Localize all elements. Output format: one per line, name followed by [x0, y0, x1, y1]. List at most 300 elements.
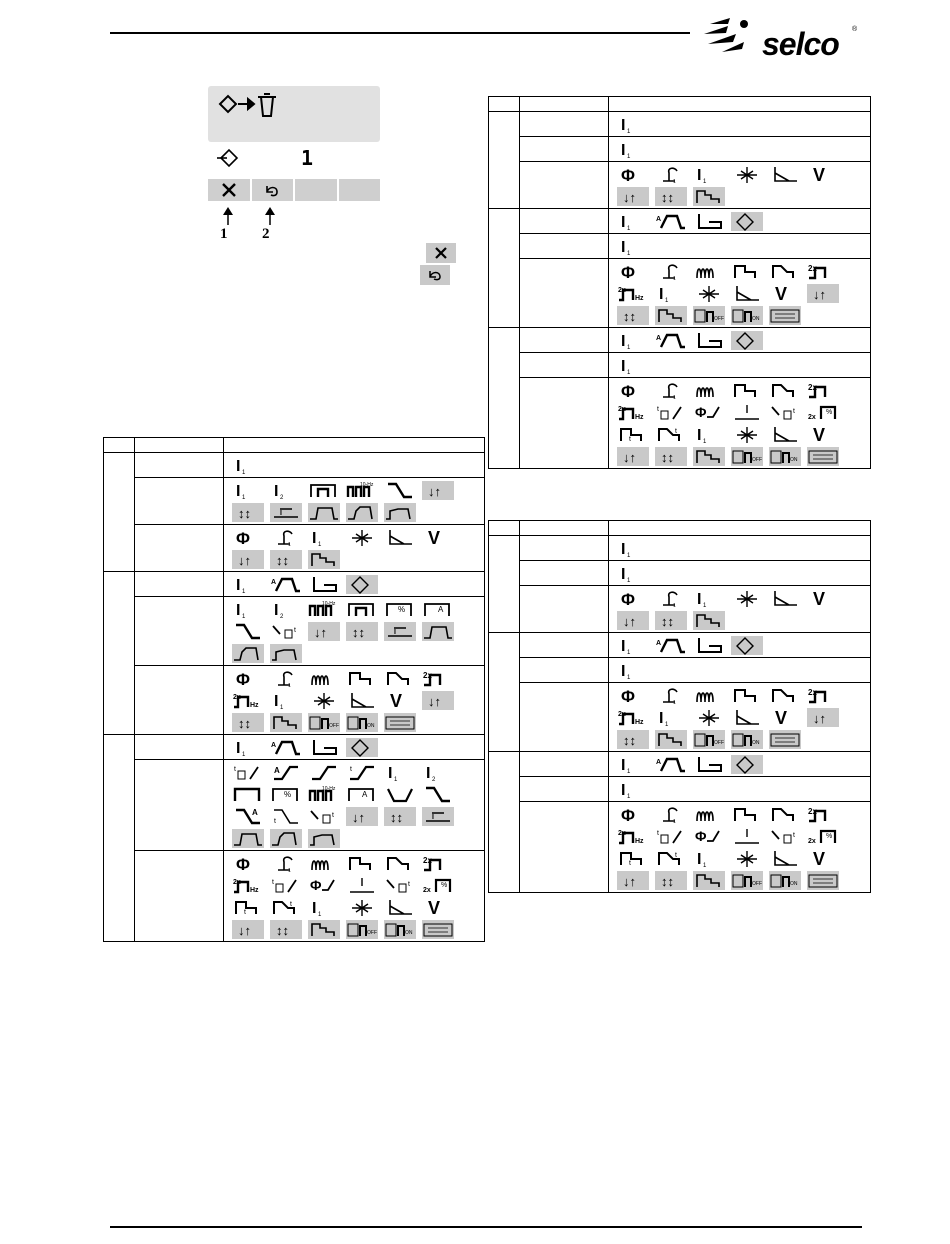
st-t-icon — [270, 897, 308, 917]
man-down-icon — [769, 826, 807, 846]
icon-glyph-text: I — [426, 764, 431, 782]
table-row — [489, 561, 871, 586]
program-number: 1 — [301, 146, 314, 170]
I1-icon — [308, 527, 346, 547]
icon-cell — [609, 683, 871, 752]
mem-on-icon — [346, 712, 384, 732]
icon-glyph-text: ↓↑ — [813, 710, 826, 726]
torch-icon — [655, 588, 693, 608]
icon-cell — [609, 259, 871, 328]
icon-glyph-text: 2x — [423, 855, 432, 865]
registered-mark: ® — [852, 26, 858, 33]
icon-glyph-text: 2 — [432, 776, 436, 782]
I1-icon — [617, 330, 655, 350]
parameter-label-cell — [520, 112, 609, 137]
phi-icon — [232, 668, 270, 688]
kbd-icon — [422, 919, 460, 939]
sq-b-icon — [232, 784, 270, 804]
icon-cell — [609, 234, 871, 259]
2x-hz-icon — [232, 690, 270, 710]
icon-glyph-text: V — [428, 897, 441, 917]
ud-icon — [422, 480, 460, 500]
icon-glyph-text: ↕↕ — [623, 732, 636, 748]
tag-icon — [731, 754, 769, 774]
softkey-4[interactable] — [339, 179, 381, 201]
icon-glyph-text: 1 — [288, 682, 291, 688]
2x-sq-icon — [807, 261, 845, 281]
icon-glyph-text: 1 — [673, 275, 676, 281]
icon-glyph-text: 1 — [665, 297, 669, 303]
icon-glyph-text: ↕↕ — [661, 189, 674, 205]
V-icon — [384, 690, 422, 710]
icon-glyph-text: 1 — [318, 541, 322, 547]
icon-glyph-text: 1 — [627, 552, 631, 558]
torch-icon — [270, 853, 308, 873]
pulse-icon — [308, 480, 346, 500]
icon-glyph-text: 1 — [673, 818, 676, 824]
icon-glyph-text: 1 — [242, 494, 246, 500]
footer-rule — [110, 1226, 862, 1228]
parameter-table-right-top — [488, 96, 871, 469]
parameter-label-cell — [520, 658, 609, 683]
icon-glyph-text: 1 — [673, 602, 676, 608]
cross-icon — [731, 588, 769, 608]
icon-glyph-text: t — [290, 900, 292, 908]
icon-glyph-text: V — [813, 588, 826, 608]
icon-glyph-text: A — [656, 639, 662, 647]
icon-cell — [609, 633, 871, 658]
icon-glyph-text: V — [813, 164, 826, 184]
icon-glyph-text: t — [244, 908, 246, 916]
callout-label-1: 1 — [220, 226, 228, 242]
step-icon — [731, 804, 769, 824]
icon-glyph-text: ↓↑ — [623, 873, 636, 889]
cross-icon — [731, 848, 769, 868]
parameter-label-cell — [520, 586, 609, 633]
icon-glyph-text: Hz — [635, 837, 644, 845]
icon-glyph-text: t — [272, 878, 274, 886]
group-cell — [489, 209, 520, 328]
parameter-label-cell — [520, 633, 609, 658]
curve-icon — [769, 164, 807, 184]
icon-glyph-text: 2x — [423, 886, 431, 894]
m-wave-icon — [693, 380, 731, 400]
m-wave-icon — [693, 804, 731, 824]
I1-icon — [384, 762, 422, 782]
slope-icon — [270, 806, 308, 826]
V-icon — [807, 848, 845, 868]
icon-glyph-text: ↕↕ — [661, 613, 674, 629]
icon-glyph-text: Φ — [310, 876, 322, 893]
icon-glyph-text: I — [621, 213, 626, 231]
I1-icon — [617, 538, 655, 558]
rise-icon — [232, 828, 270, 848]
2x-sq-icon — [807, 804, 845, 824]
icon-glyph-text: Φ — [621, 805, 635, 824]
cross-icon — [308, 690, 346, 710]
torch-icon — [655, 804, 693, 824]
parameter-label-cell — [135, 453, 224, 478]
parameter-label-cell — [135, 572, 224, 597]
icon-glyph-text: OFF — [367, 929, 377, 936]
icon-glyph-text: t — [629, 859, 631, 867]
icon-glyph-text: Φ — [621, 165, 635, 184]
steps-icon — [308, 549, 346, 569]
steps-icon — [308, 919, 346, 939]
I1-icon — [693, 164, 731, 184]
curve-icon — [769, 588, 807, 608]
2x-hz-icon — [617, 283, 655, 303]
legend-undo-key — [420, 265, 450, 285]
sq-icon — [308, 574, 346, 594]
icon-glyph-text: 1 — [288, 867, 291, 873]
group-cell — [489, 328, 520, 469]
kbd-icon — [807, 446, 845, 466]
A-pulse-icon — [270, 737, 308, 757]
icon-glyph-text: 1 — [703, 602, 707, 608]
icon-glyph-text: t — [350, 765, 352, 773]
pulse-A-icon — [422, 599, 460, 619]
m-wave-icon — [308, 853, 346, 873]
V-icon — [422, 527, 460, 547]
parameter-label-cell — [520, 209, 609, 234]
icon-glyph-text: 1 — [703, 862, 707, 868]
I1-icon — [655, 283, 693, 303]
torch-icon — [655, 261, 693, 281]
rise-t2-icon — [270, 643, 308, 663]
table-row — [104, 851, 485, 942]
steps-icon — [693, 870, 731, 890]
I1-icon — [617, 635, 655, 655]
undo-icon — [263, 182, 281, 198]
table-row — [489, 633, 871, 658]
icon-cell — [609, 112, 871, 137]
table-row — [104, 735, 485, 760]
table-row — [489, 683, 871, 752]
phi-icon — [617, 588, 655, 608]
icon-glyph-text: V — [813, 424, 826, 444]
tag-icon — [346, 574, 384, 594]
table-row — [489, 586, 871, 633]
table-row — [489, 536, 871, 561]
icon-glyph-text: 2x — [808, 687, 817, 697]
selco-logo-mark-icon — [700, 14, 760, 64]
icon-glyph-text: Hz — [250, 701, 259, 709]
table-row — [489, 353, 871, 378]
icon-glyph-text: ON — [790, 456, 798, 463]
icon-cell — [609, 209, 871, 234]
A-pulse-icon — [655, 754, 693, 774]
pulse-fast-icon — [308, 599, 346, 619]
icon-glyph-text: I — [621, 116, 626, 134]
2x-pct-icon — [422, 875, 460, 895]
torch-icon — [270, 527, 308, 547]
icon-glyph-text: I — [236, 739, 241, 757]
icon-glyph-text: Φ — [621, 381, 635, 400]
ud-icon — [270, 919, 308, 939]
parameter-label-cell — [520, 137, 609, 162]
man-up-icon — [655, 826, 693, 846]
icon-cell — [224, 525, 485, 572]
man-up-icon — [270, 875, 308, 895]
enter-icon — [215, 146, 245, 170]
parameter-label-cell — [520, 536, 609, 561]
bi-level-icon — [270, 502, 308, 522]
icon-cell — [609, 561, 871, 586]
icon-glyph-text: OFF — [752, 880, 762, 887]
icon-glyph-text: 1 — [627, 128, 631, 134]
group-cell — [104, 735, 135, 942]
I2-icon — [422, 762, 460, 782]
mem-off-icon — [693, 729, 731, 749]
icon-glyph-text: 1 — [627, 369, 631, 375]
steps-icon — [693, 610, 731, 630]
icon-glyph-text: 1 — [394, 776, 398, 782]
table-row — [489, 209, 871, 234]
icon-glyph-text: I — [621, 637, 626, 655]
parameter-label-cell — [135, 478, 224, 525]
curve-icon — [346, 690, 384, 710]
icon-glyph-text: ↕↕ — [661, 449, 674, 465]
step2-icon — [769, 261, 807, 281]
rise-t-icon — [232, 643, 270, 663]
parameter-label-cell — [520, 683, 609, 752]
table-row — [489, 259, 871, 328]
ud-icon — [232, 502, 270, 522]
undo-icon — [427, 268, 443, 282]
icon-glyph-text: V — [775, 283, 788, 303]
icon-glyph-text: 1 — [627, 153, 631, 159]
icon-glyph-text: 1 — [318, 911, 322, 917]
icon-glyph-text: I — [274, 692, 279, 710]
I1-icon — [617, 211, 655, 231]
steps-icon — [655, 729, 693, 749]
phi-wave-icon — [693, 826, 731, 846]
icon-glyph-text: 1 — [673, 178, 676, 184]
table-row — [104, 572, 485, 597]
icon-glyph-text: % — [398, 604, 406, 614]
brand-name: selco — [762, 26, 839, 62]
m-wave-icon — [308, 668, 346, 688]
cross-icon — [693, 283, 731, 303]
table-row — [489, 658, 871, 683]
ud-icon — [807, 707, 845, 727]
2x-hz-icon — [617, 707, 655, 727]
icon-glyph-text: 1 — [242, 751, 246, 757]
icon-glyph-text: V — [428, 527, 441, 547]
cross-icon — [731, 424, 769, 444]
parameter-label-cell — [520, 561, 609, 586]
icon-glyph-text: I — [312, 899, 317, 917]
steps-icon — [693, 186, 731, 206]
icon-glyph-text: 1 — [280, 704, 284, 710]
I1-icon — [232, 574, 270, 594]
icon-glyph-text: 2x — [423, 670, 432, 680]
icon-glyph-text: A — [656, 758, 662, 766]
icon-glyph-text: A — [252, 807, 258, 817]
ud-icon — [346, 806, 384, 826]
icon-glyph-text: A — [656, 215, 662, 223]
icon-glyph-text: I — [697, 850, 702, 868]
pulse-fast-icon — [346, 480, 384, 500]
rise-t2-icon — [308, 828, 346, 848]
step-icon — [731, 685, 769, 705]
icon-glyph-text: Φ — [236, 669, 250, 688]
table-row — [104, 453, 485, 478]
parameter-label-cell — [135, 525, 224, 572]
icon-glyph-text: t — [675, 427, 677, 435]
step-icon — [346, 668, 384, 688]
icon-cell — [609, 752, 871, 777]
icon-glyph-text: 1 — [627, 793, 631, 799]
V-icon — [807, 164, 845, 184]
icon-glyph-text: Φ — [621, 262, 635, 281]
icon-glyph-text: I — [659, 709, 664, 727]
softkey-cancel[interactable] — [208, 179, 252, 201]
step-icon — [731, 380, 769, 400]
step2-icon — [769, 685, 807, 705]
I2-icon — [270, 599, 308, 619]
I1-icon — [270, 690, 308, 710]
icon-glyph-text: ON — [367, 722, 375, 729]
icon-glyph-text: 2x — [618, 710, 626, 718]
icon-glyph-text: ↕↕ — [238, 505, 251, 521]
curve-icon — [731, 283, 769, 303]
icon-glyph-text: Φ — [695, 827, 707, 844]
parameter-label-cell — [520, 752, 609, 777]
I1-icon — [232, 455, 270, 475]
I1-icon — [617, 660, 655, 680]
2x-sq-icon — [807, 380, 845, 400]
slope-down-icon — [232, 621, 270, 641]
callout-label-2: 2 — [262, 226, 270, 242]
mem-on-icon — [731, 305, 769, 325]
2x-hz-icon — [617, 402, 655, 422]
icon-glyph-text: I — [697, 590, 702, 608]
m-wave-icon — [693, 685, 731, 705]
parameter-label-cell — [520, 777, 609, 802]
softkey-3[interactable] — [295, 179, 339, 201]
rise-t-icon — [270, 828, 308, 848]
I1-icon — [693, 424, 731, 444]
group-cell — [489, 752, 520, 893]
group-cell — [104, 453, 135, 572]
icon-glyph-text: 1 — [242, 469, 246, 475]
kbd-icon — [769, 305, 807, 325]
cross-icon — [731, 164, 769, 184]
group-cell — [489, 112, 520, 209]
icon-glyph-text: % — [284, 789, 292, 799]
step2-icon — [384, 668, 422, 688]
phi-icon — [617, 804, 655, 824]
icon-glyph-text: A — [274, 765, 280, 775]
icon-glyph-text: ↓↑ — [314, 624, 327, 640]
slope-down-icon — [384, 480, 422, 500]
icon-glyph-text: I — [697, 166, 702, 184]
icon-cell — [609, 536, 871, 561]
icon-glyph-text: I — [621, 781, 626, 799]
ud-icon — [617, 305, 655, 325]
V-icon — [769, 283, 807, 303]
man-down-icon — [308, 806, 346, 826]
phi-icon — [617, 164, 655, 184]
icon-glyph-text: ↕↕ — [661, 873, 674, 889]
icon-glyph-text: V — [390, 690, 403, 710]
icon-glyph-text: 2 — [280, 494, 284, 500]
icon-glyph-text: ↕↕ — [352, 624, 365, 640]
table-row — [489, 777, 871, 802]
icon-glyph-text: A — [362, 789, 368, 799]
man-up-icon — [232, 762, 270, 782]
torch-icon — [655, 164, 693, 184]
icon-glyph-text: t — [408, 880, 410, 888]
st-icon — [617, 424, 655, 444]
legend-cancel-key — [426, 243, 456, 263]
icon-glyph-text: Φ — [236, 528, 250, 547]
2x-hz-icon — [232, 875, 270, 895]
bi-level-icon — [384, 621, 422, 641]
softkey-undo[interactable] — [252, 179, 296, 201]
icon-glyph-text: t — [332, 811, 334, 819]
pulse-fast-icon — [308, 784, 346, 804]
s-rise-icon — [308, 762, 346, 782]
table-row — [104, 760, 485, 851]
icon-glyph-text: I — [621, 357, 626, 375]
pulse-pct-icon — [270, 784, 308, 804]
V-icon — [807, 588, 845, 608]
icon-glyph-text: 1 — [673, 394, 676, 400]
steps-icon — [655, 305, 693, 325]
icon-glyph-text: ↓↑ — [428, 483, 441, 499]
step-icon — [346, 853, 384, 873]
icon-glyph-text: ↓↑ — [623, 449, 636, 465]
man-up-icon — [655, 402, 693, 422]
ud-icon — [232, 712, 270, 732]
step2-icon — [384, 853, 422, 873]
icon-glyph-text: t — [234, 765, 236, 773]
icon-glyph-text: % — [441, 881, 448, 889]
icon-cell — [224, 478, 485, 525]
ud-icon — [346, 621, 384, 641]
man-down-icon — [270, 621, 308, 641]
sq-icon — [693, 754, 731, 774]
icon-glyph-text: 1 — [673, 699, 676, 705]
ud-icon — [617, 446, 655, 466]
curve-icon — [384, 527, 422, 547]
mem-on-icon — [731, 729, 769, 749]
kbd-icon — [807, 870, 845, 890]
icon-glyph-text: ON — [752, 739, 760, 746]
I1-icon — [617, 355, 655, 375]
ud-icon — [617, 610, 655, 630]
A-rise-icon — [270, 762, 308, 782]
rise-icon — [308, 502, 346, 522]
man-down-icon — [384, 875, 422, 895]
icon-glyph-text: 2x — [808, 263, 817, 273]
icon-glyph-text: ↓↑ — [238, 922, 251, 938]
parameter-table-right-bottom — [488, 520, 871, 893]
table-header-row — [489, 97, 871, 112]
table-row — [104, 478, 485, 525]
icon-glyph-text: 2x — [233, 693, 241, 701]
icon-glyph-text: I — [312, 529, 317, 547]
icon-glyph-text: I — [621, 540, 626, 558]
cross-icon — [693, 707, 731, 727]
icon-glyph-text: I — [621, 662, 626, 680]
ud-icon — [384, 806, 422, 826]
table-row — [489, 378, 871, 469]
icon-glyph-text: 1 — [627, 768, 631, 774]
